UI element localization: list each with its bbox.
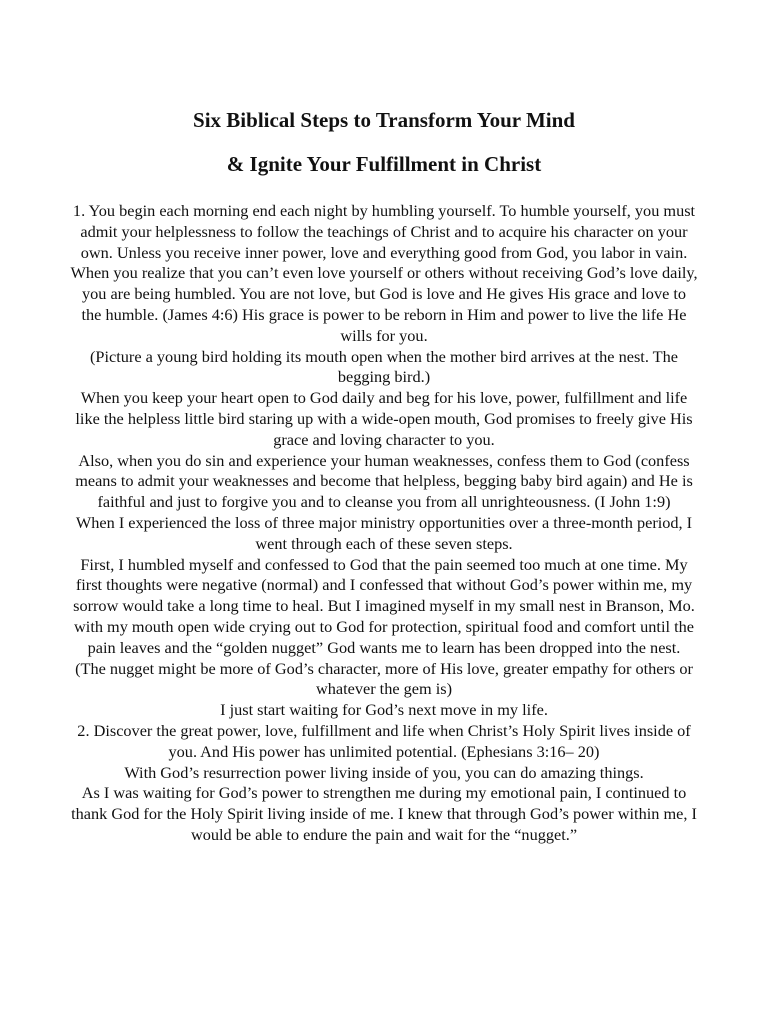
paragraph-open-heart: When you keep your heart open to God daily and beg for his love, power, fulfillment and life like the helpless little bird staring up with a wide-open mouth, God promises to freely give His grace and loving character to you. [75,388,693,449]
document-body [70,201,698,846]
paragraph-first-humbled: First, I humbled myself and confessed to God that the pain seemed too much at one time. My first thoughts were negative (normal) and I confessed that without God’s power within me, my sorrow would take a long time to heal. But I imagined myself in my small nest in Branson, Mo. with my mouth open wide crying out to God for protection, spiritual food and comfort until the pain leaves and the “golden nugget” God wants me to learn has been dropped into the nest. [73,554,695,657]
paragraph-resurrection-power: With God’s resurrection power living inside of you, you can do amazing things. [124,762,644,782]
title-line-2: & Ignite Your Fulfillment in Christ [226,152,542,176]
paragraph-strengthen: As I was waiting for God’s power to strengthen me during my emotional pain, I continued to thank God for the Holy Spirit living inside of me. I knew that through God’s power within me, I would be able to endure the pain and wait for the “nugget.” [71,783,697,844]
paragraph-step-2: 2. Discover the great power, love, fulfillment and life when Christ’s Holy Spirit lives inside of you. And His power has unlimited potential. (Ephesians 3:16– 20) [77,720,691,761]
title-line-1: Six Biblical Steps to Transform Your Mind [193,108,575,132]
paragraph-waiting: I just start waiting for God’s next move in my life. [220,700,548,720]
paragraph-step-1: 1. You begin each morning end each night by humbling yourself. To humble yourself, you must admit your helplessness to follow the teachings of Christ and to acquire his character on your own. Unless you receive inner power, love and everything good from God, you labor in vain. When you realize that you can’t even love yourself or others without receiving God’s love daily, you are being humbled. You are not love, but God is love and He gives His grace and love to the humble. (James 4:6) His grace is power to be reborn in Him and power to live the life He wills for you. [70,201,698,345]
document-title [0,98,768,186]
paragraph-nugget: (The nugget might be more of God’s character, more of His love, greater empathy for others or whatever the gem is) [75,658,693,699]
paragraph-bird-picture: (Picture a young bird holding its mouth open when the mother bird arrives at the nest. The begging bird.) [90,346,678,387]
paragraph-confess: Also, when you do sin and experience your human weaknesses, confess them to God (confess means to admit your weaknesses and become that helpless, begging baby bird again) and He is faithful and just to forgive you and to cleanse you from all unrighteousness. (I John 1:9) [75,450,693,512]
paragraph-ministry-loss: When I experienced the loss of three major ministry opportunities over a three-month period, I went through each of these seven steps. [75,512,693,553]
